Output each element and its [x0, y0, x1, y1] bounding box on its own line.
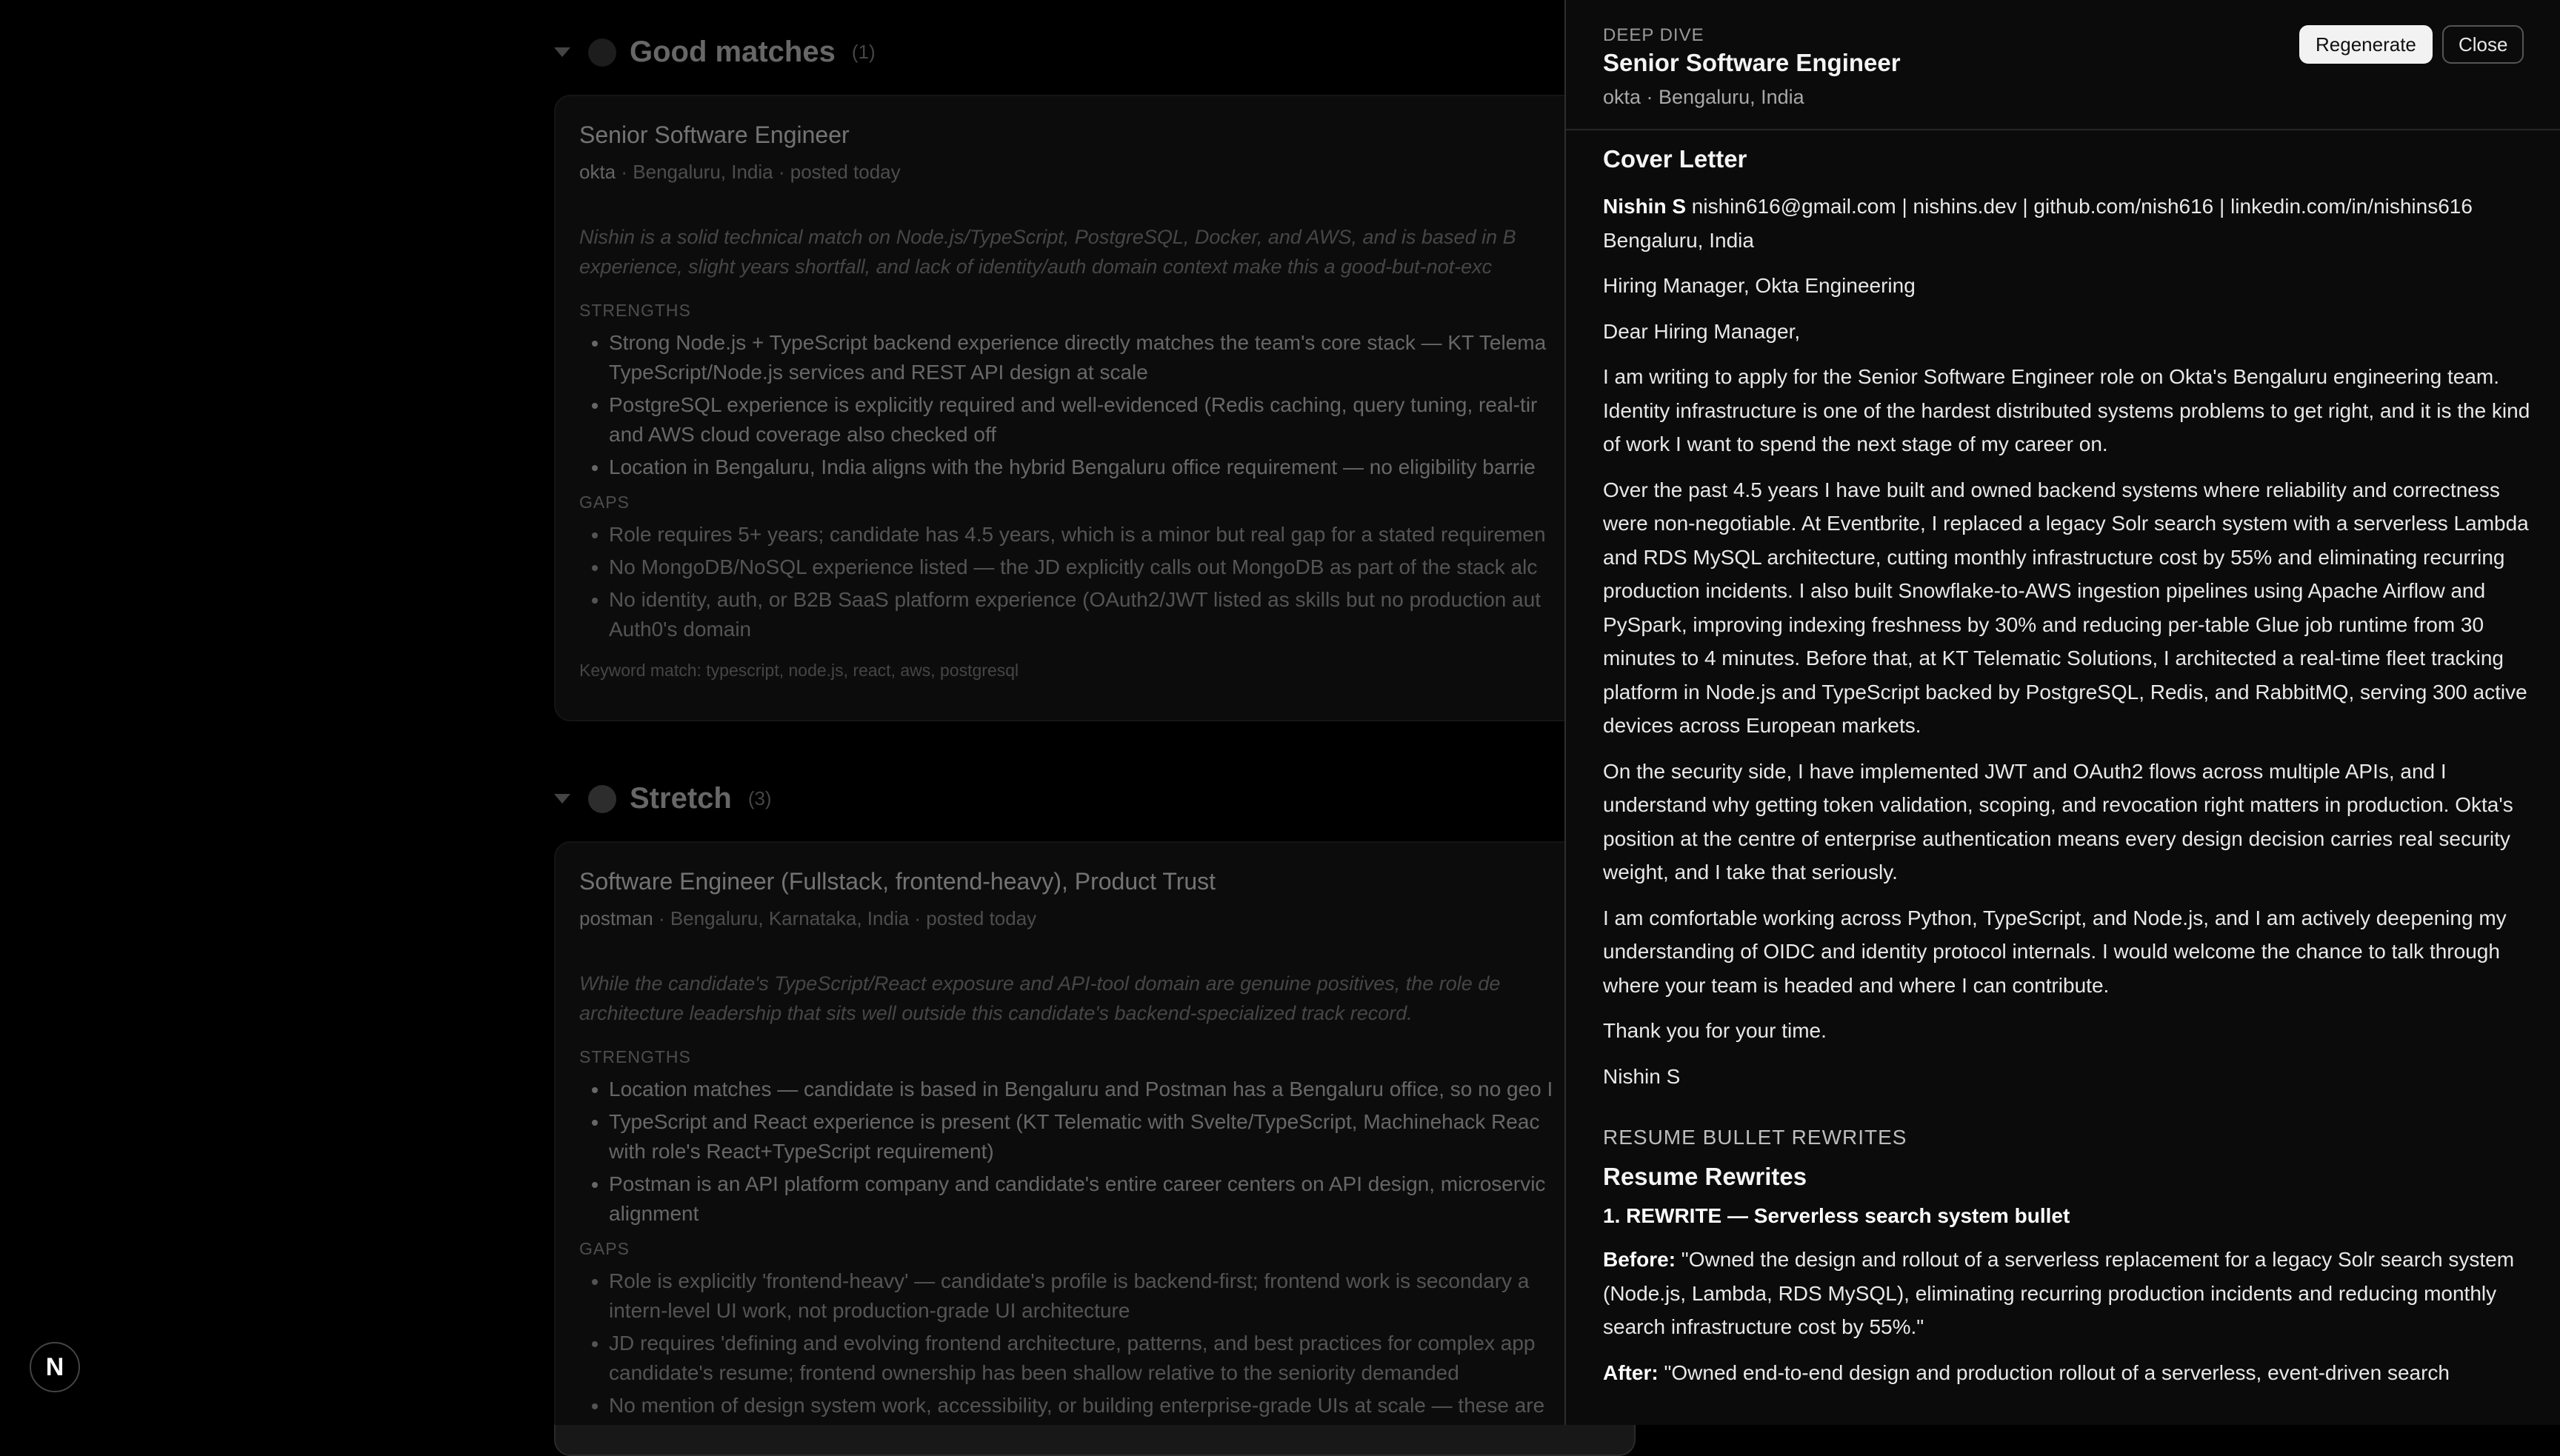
close-button[interactable]: Close [2442, 25, 2524, 64]
cover-letter-header [1603, 190, 2536, 257]
applicant-name: Nishin S [1603, 195, 1687, 218]
cover-letter-paragraph: I am comfortable working across Python, TypeScript, and Node.js, and I am actively deepening my understanding of OIDC and identity protocol internals. I would welcome the chance to talk through where your team is headed and where I can contribute. [1603, 906, 2507, 997]
panel-title: Senior Software Engineer [1603, 49, 1901, 76]
after-text: "Owned end-to-end design and production rollout of a serverless, event-driven search [1658, 1360, 2450, 1384]
panel-subtitle: okta · Bengaluru, India [1603, 86, 1804, 108]
rewrite-after [1603, 1356, 2536, 1390]
panel-eyebrow: DEEP DIVE [1603, 25, 1704, 45]
resume-section-label: RESUME BULLET REWRITES [1603, 1126, 1907, 1149]
cover-letter-paragraph: On the security side, I have implemented JWT and OAuth2 flows across multiple APIs, and I understand why getting token validation, scoping, and revocation right matters in production. Okta's position at the centre of enterprise authentication means every design decision carries real security weight, and I take that seriously. [1603, 759, 2513, 884]
cover-letter-paragraph: Hiring Manager, Okta Engineering [1603, 274, 1916, 297]
after-label: After: [1603, 1360, 1659, 1384]
cover-letter-paragraph: Dear Hiring Manager, [1603, 319, 1801, 343]
before-text: "Owned the design and rollout of a serverless replacement for a legacy Solr search system (Node.js, Lambda, RDS MySQL), eliminating recurring production incidents and reducing monthly search infrastructure cost by 55%." [1603, 1248, 2515, 1338]
cover-letter-heading: Cover Letter [1603, 145, 1747, 173]
app-logo-icon[interactable]: N [30, 1342, 80, 1392]
cover-letter-paragraph: Thank you for your time. [1603, 1019, 1827, 1042]
resume-heading: Resume Rewrites [1603, 1163, 1807, 1190]
panel-header [1566, 0, 2560, 130]
rewrite-title: 1. REWRITE — Serverless search system bullet [1603, 1204, 2070, 1227]
applicant-location: Bengaluru, India [1603, 228, 1754, 252]
cover-letter-paragraph: I am writing to apply for the Senior Software Engineer role on Okta's Bengaluru engineering team. Identity infrastructure is one of the hardest distributed systems problems to get right, and it is the kind of work I want to spend the next stage of my career on. [1603, 365, 2530, 455]
regenerate-button[interactable]: Regenerate [2299, 25, 2433, 64]
cover-letter-paragraph: Over the past 4.5 years I have built and owned backend systems where reliability and correctness were non-negotiable. At Eventbrite, I replaced a legacy Solr search system with a serverless Lambda and RDS MySQL architecture, cutting monthly infrastructure cost by 55% and eliminating recurring production incidents. I also built Snowflake-to-AWS ingestion pipelines using Apache Airflow and PySpark, improving indexing freshness by 30% and reducing per-table Glue job runtime from 30 minutes to 4 minutes. Before that, at KT Telematic Solutions, I architected a real-time fleet tracking platform in Node.js and TypeScript backed by PostgreSQL, Redis, and RabbitMQ, serving 300 active devices across European markets. [1603, 478, 2529, 737]
before-label: Before: [1603, 1248, 1676, 1271]
cover-letter-signoff: Nishin S [1603, 1064, 1681, 1088]
deep-dive-panel [1564, 0, 2560, 1425]
rewrite-before [1603, 1243, 2536, 1344]
panel-content [1603, 145, 2536, 1401]
applicant-contact: nishin616@gmail.com | nishins.dev | github.com/nish616 | linkedin.com/in/nishins616 [1686, 195, 2473, 218]
